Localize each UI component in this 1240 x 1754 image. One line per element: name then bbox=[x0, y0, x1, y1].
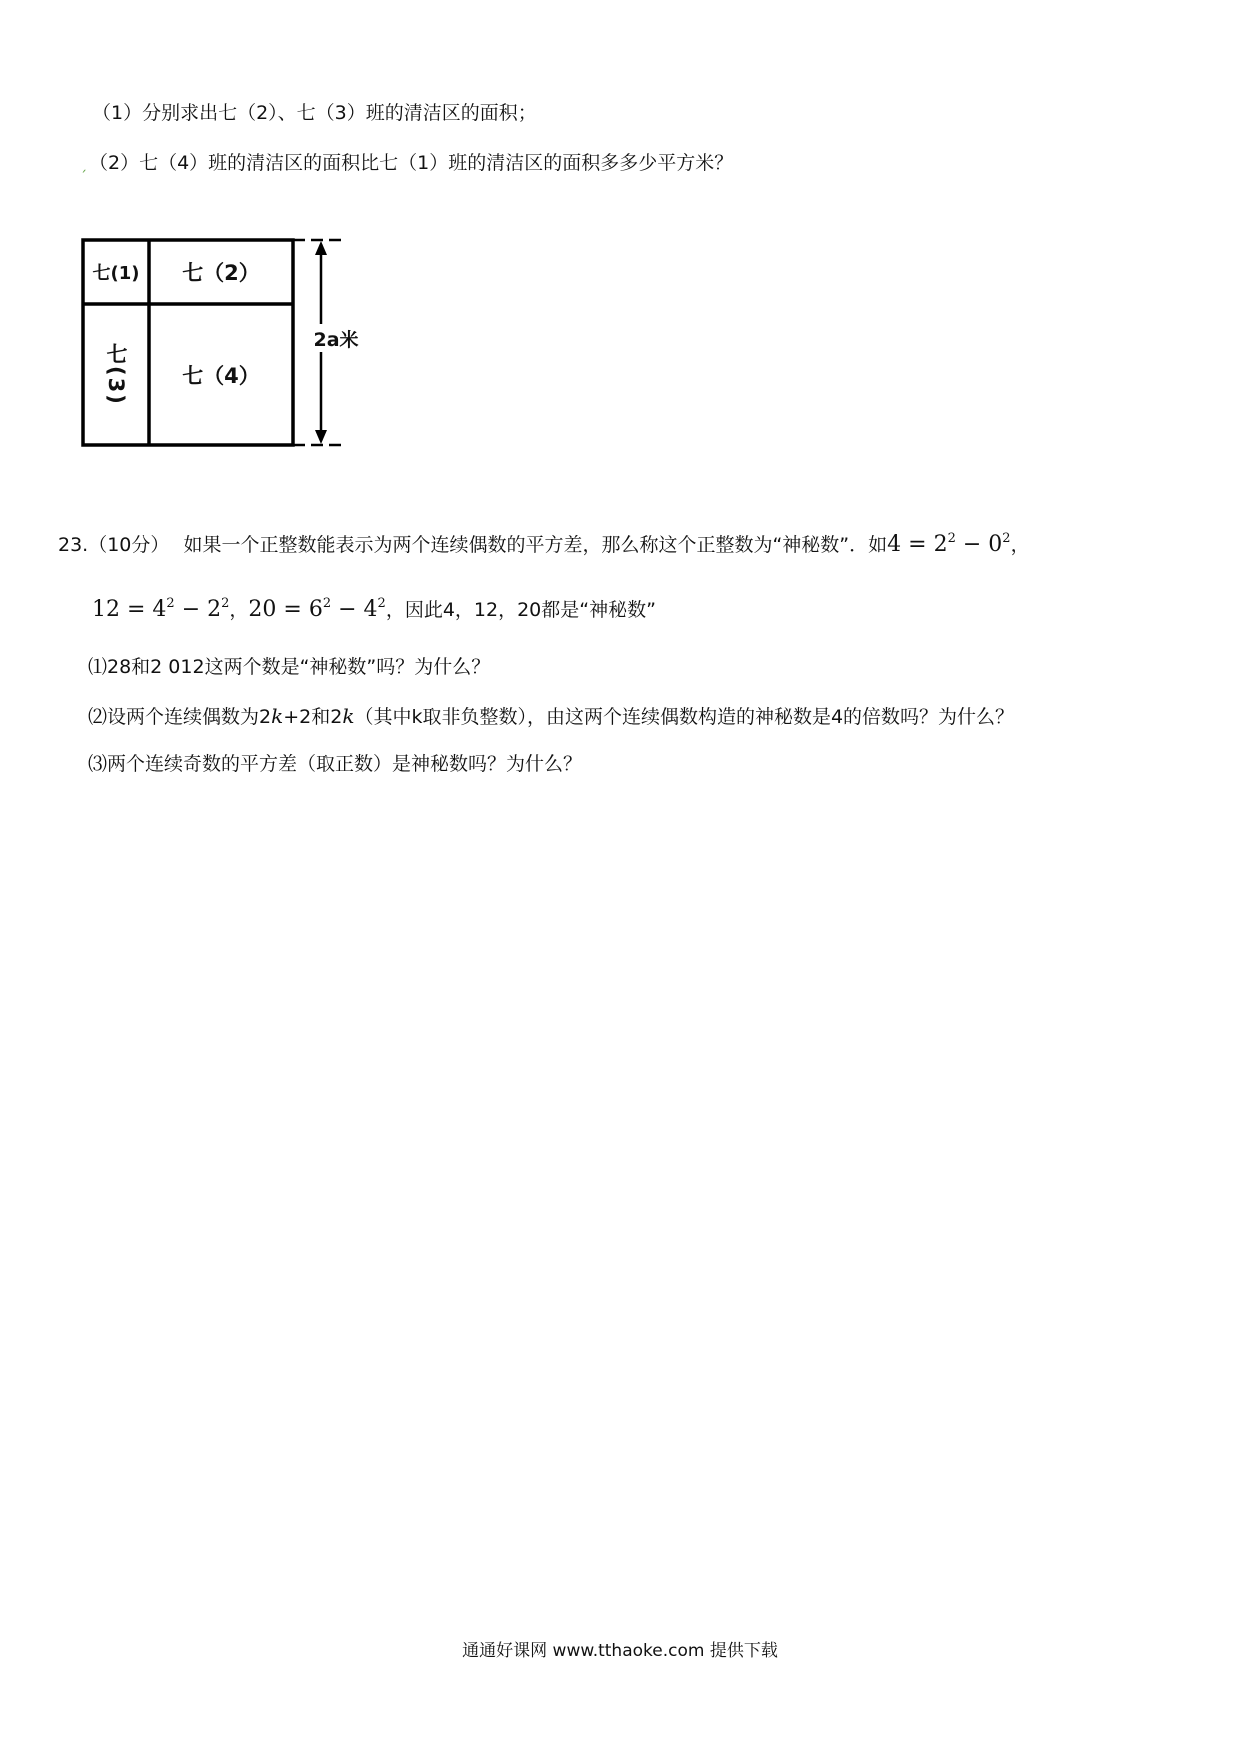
q23-number: 23.（10分） bbox=[58, 534, 170, 556]
cell-class-3: 七(3) bbox=[104, 343, 128, 406]
cell-class-2: 七（2） bbox=[182, 261, 260, 285]
q23-line1: 23.（10分） 如果一个正整数能表示为两个连续偶数的平方差，那么称这个正整数为“神秘数”．如$4 = 2^2 - 0^2$， bbox=[58, 531, 1030, 557]
q23-sub1: ⑴28和2 012这两个数是“神秘数”吗？为什么？ bbox=[88, 656, 491, 678]
q23-intro: 如果一个正整数能表示为两个连续偶数的平方差，那么称这个正整数为“神秘数”．如 bbox=[183, 534, 888, 556]
q22-part1: （1）分别求出七（2）、七（3）班的清洁区的面积； bbox=[92, 102, 537, 124]
cleaning-area-diagram bbox=[80, 232, 360, 450]
q23-sub3: ⑶两个连续奇数的平方差（取正数）是神秘数吗？为什么？ bbox=[88, 753, 583, 775]
cell-class-4: 七（4） bbox=[182, 363, 260, 388]
q23-line2: $12 = 4^2 - 2^2$，$20 = 6^2 - 4^2$，因此4，12，20都是“神秘数” bbox=[92, 596, 656, 622]
q23-sub2: ⑵设两个连续偶数为2k+2和2k（其中k取非负整数），由这两个连续偶数构造的神秘数是4的倍数吗？为什么？ bbox=[88, 704, 1015, 728]
tick-mark-icon: ˏ bbox=[80, 157, 87, 173]
cell-class-1: 七(1) bbox=[92, 263, 140, 284]
q22-part2-line bbox=[80, 150, 733, 178]
height-label: 2a米 bbox=[308, 324, 364, 352]
q23-example-1: $4 = 2^2 - 0^2$ bbox=[887, 531, 1011, 557]
page-footer: 通通好课网 www.tthaoke.com 提供下载 bbox=[462, 1641, 778, 1661]
cell-class-3-wrap bbox=[83, 304, 149, 445]
q23-conclusion: ，因此4，12，20都是“神秘数” bbox=[385, 599, 656, 621]
q23-example-2: $12 = 4^2 - 2^2$ bbox=[92, 596, 230, 622]
q23-example-3: $20 = 6^2 - 4^2$ bbox=[248, 596, 386, 622]
q22-part2: （2）七（4）班的清洁区的面积比七（1）班的清洁区的面积多多少平方米？ bbox=[89, 152, 734, 174]
